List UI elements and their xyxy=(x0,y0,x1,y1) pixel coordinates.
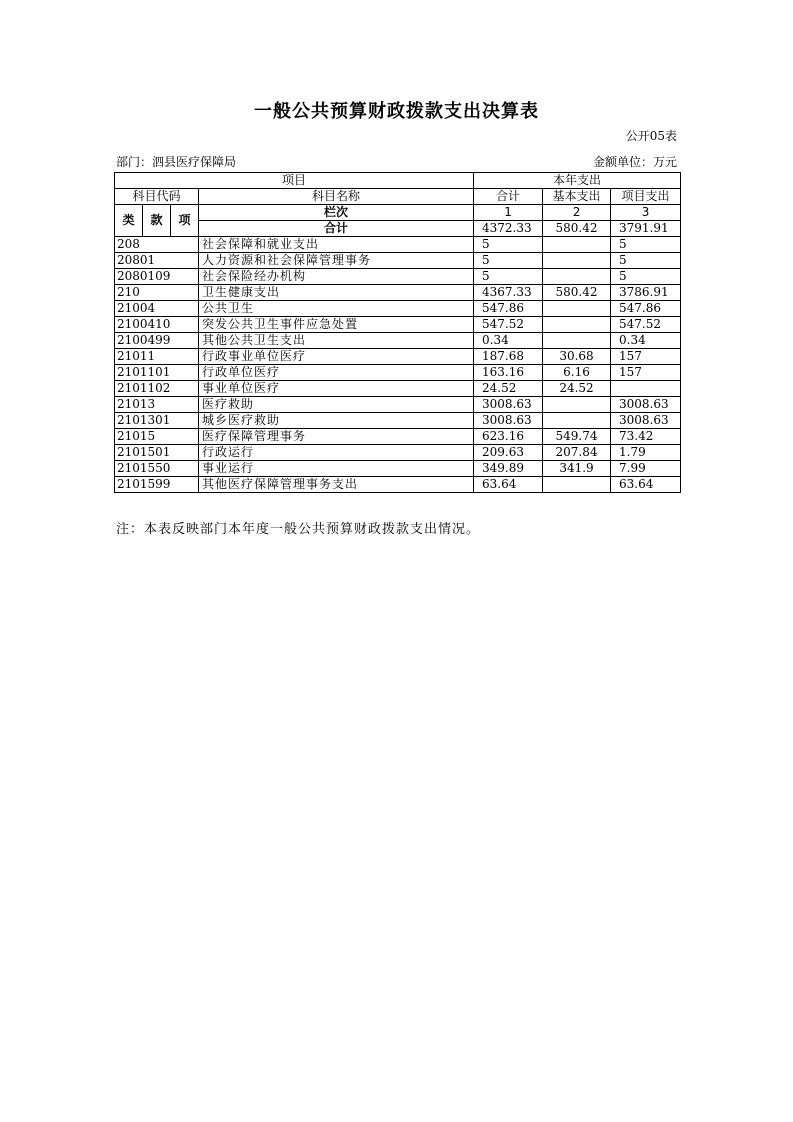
subject-code-cell: 2101501 xyxy=(115,445,199,461)
basic-cell xyxy=(543,477,611,493)
total-cell: 3008.63 xyxy=(474,413,543,429)
table-row xyxy=(115,365,681,381)
table-row xyxy=(115,285,681,301)
basic-cell xyxy=(543,317,611,333)
project-cell: 157 xyxy=(611,365,681,381)
basic-cell: 24.52 xyxy=(543,381,611,397)
subject-code-cell: 2101550 xyxy=(115,461,199,477)
header-column-no: 栏次 xyxy=(199,205,474,221)
project-cell: 157 xyxy=(611,349,681,365)
header-col2: 2 xyxy=(543,205,611,221)
header-row-3 xyxy=(115,205,681,221)
total-cell: 187.68 xyxy=(474,349,543,365)
header-subject-name: 科目名称 xyxy=(199,189,474,205)
total-cell: 0.34 xyxy=(474,333,543,349)
subject-code-cell: 2100410 xyxy=(115,317,199,333)
project-cell: 3786.91 xyxy=(611,285,681,301)
sum-total: 4372.33 xyxy=(474,221,543,237)
total-cell: 623.16 xyxy=(474,429,543,445)
subject-code-cell: 2101102 xyxy=(115,381,199,397)
subject-name-cell: 行政运行 xyxy=(199,445,474,461)
total-cell: 547.86 xyxy=(474,301,543,317)
total-cell: 4367.33 xyxy=(474,285,543,301)
header-item: 项目 xyxy=(115,173,474,189)
subject-code-cell: 208 xyxy=(115,237,199,253)
subject-code-cell: 2101301 xyxy=(115,413,199,429)
header-project: 项目支出 xyxy=(611,189,681,205)
basic-cell xyxy=(543,397,611,413)
table-row xyxy=(115,397,681,413)
sum-row xyxy=(115,221,681,237)
header-xiang: 项 xyxy=(171,205,199,237)
subject-code-cell: 2101599 xyxy=(115,477,199,493)
sum-basic: 580.42 xyxy=(543,221,611,237)
sum-label: 合计 xyxy=(199,221,474,237)
subject-name-cell: 医疗保障管理事务 xyxy=(199,429,474,445)
project-cell: 63.64 xyxy=(611,477,681,493)
subject-code-cell: 21013 xyxy=(115,397,199,413)
subject-name-cell: 卫生健康支出 xyxy=(199,285,474,301)
project-cell: 547.52 xyxy=(611,317,681,333)
header-current-year: 本年支出 xyxy=(474,173,681,189)
subject-code-cell: 21004 xyxy=(115,301,199,317)
basic-cell xyxy=(543,301,611,317)
sum-project: 3791.91 xyxy=(611,221,681,237)
subject-code-cell: 21011 xyxy=(115,349,199,365)
basic-cell: 341.9 xyxy=(543,461,611,477)
subject-name-cell: 人力资源和社会保障管理事务 xyxy=(199,253,474,269)
header-row-1 xyxy=(115,173,681,189)
total-cell: 163.16 xyxy=(474,365,543,381)
total-cell: 3008.63 xyxy=(474,397,543,413)
total-cell: 349.89 xyxy=(474,461,543,477)
amount-unit-label: 金额单位：万元 xyxy=(592,155,677,169)
project-cell: 0.34 xyxy=(611,333,681,349)
header-basic: 基本支出 xyxy=(543,189,611,205)
expenditure-table xyxy=(114,172,681,493)
table-row xyxy=(115,269,681,285)
header-subject-code: 科目代码 xyxy=(115,189,199,205)
subject-code-cell: 210 xyxy=(115,285,199,301)
total-cell: 547.52 xyxy=(474,317,543,333)
project-cell: 7.99 xyxy=(611,461,681,477)
basic-cell xyxy=(543,413,611,429)
subject-code-cell: 2080109 xyxy=(115,269,199,285)
header-total: 合计 xyxy=(474,189,543,205)
header-col1: 1 xyxy=(474,205,543,221)
subject-code-cell: 20801 xyxy=(115,253,199,269)
table-row xyxy=(115,237,681,253)
basic-cell xyxy=(543,269,611,285)
basic-cell: 580.42 xyxy=(543,285,611,301)
table-row xyxy=(115,413,681,429)
project-cell: 5 xyxy=(611,253,681,269)
table-row xyxy=(115,253,681,269)
subject-name-cell: 事业运行 xyxy=(199,461,474,477)
table-row xyxy=(115,445,681,461)
table-row xyxy=(115,429,681,445)
subject-code-cell: 2100499 xyxy=(115,333,199,349)
header-kuan: 款 xyxy=(143,205,171,237)
table-row xyxy=(115,349,681,365)
table-number: 公开05表 xyxy=(625,129,677,143)
total-cell: 5 xyxy=(474,253,543,269)
project-cell: 3008.63 xyxy=(611,397,681,413)
subject-name-cell: 城乡医疗救助 xyxy=(199,413,474,429)
subject-code-cell: 2101101 xyxy=(115,365,199,381)
basic-cell: 6.16 xyxy=(543,365,611,381)
subject-code-cell: 21015 xyxy=(115,429,199,445)
table-row xyxy=(115,301,681,317)
subject-name-cell: 其他医疗保障管理事务支出 xyxy=(199,477,474,493)
subject-name-cell: 社会保险经办机构 xyxy=(199,269,474,285)
subject-name-cell: 事业单位医疗 xyxy=(199,381,474,397)
project-cell: 3008.63 xyxy=(611,413,681,429)
subject-name-cell: 行政事业单位医疗 xyxy=(199,349,474,365)
total-cell: 5 xyxy=(474,237,543,253)
header-lei: 类 xyxy=(115,205,143,237)
basic-cell xyxy=(543,253,611,269)
header-row-2 xyxy=(115,189,681,205)
total-cell: 63.64 xyxy=(474,477,543,493)
department-label: 部门：泗县医疗保障局 xyxy=(116,155,237,169)
page-title: 一般公共预算财政拨款支出决算表 xyxy=(254,101,539,122)
table-row xyxy=(115,461,681,477)
project-cell: 5 xyxy=(611,237,681,253)
subject-name-cell: 医疗救助 xyxy=(199,397,474,413)
table-row xyxy=(115,317,681,333)
basic-cell xyxy=(543,333,611,349)
basic-cell xyxy=(543,237,611,253)
project-cell: 1.79 xyxy=(611,445,681,461)
project-cell: 73.42 xyxy=(611,429,681,445)
basic-cell: 549.74 xyxy=(543,429,611,445)
header-col3: 3 xyxy=(611,205,681,221)
subject-name-cell: 行政单位医疗 xyxy=(199,365,474,381)
subject-name-cell: 突发公共卫生事件应急处置 xyxy=(199,317,474,333)
subject-name-cell: 其他公共卫生支出 xyxy=(199,333,474,349)
table-row xyxy=(115,333,681,349)
subject-name-cell: 社会保障和就业支出 xyxy=(199,237,474,253)
project-cell: 5 xyxy=(611,269,681,285)
subject-name-cell: 公共卫生 xyxy=(199,301,474,317)
table-row xyxy=(115,381,681,397)
footnote: 注：本表反映部门本年度一般公共预算财政拨款支出情况。 xyxy=(116,522,481,537)
project-cell: 547.86 xyxy=(611,301,681,317)
basic-cell: 207.84 xyxy=(543,445,611,461)
total-cell: 24.52 xyxy=(474,381,543,397)
project-cell xyxy=(611,381,681,397)
table-row xyxy=(115,477,681,493)
total-cell: 209.63 xyxy=(474,445,543,461)
basic-cell: 30.68 xyxy=(543,349,611,365)
total-cell: 5 xyxy=(474,269,543,285)
